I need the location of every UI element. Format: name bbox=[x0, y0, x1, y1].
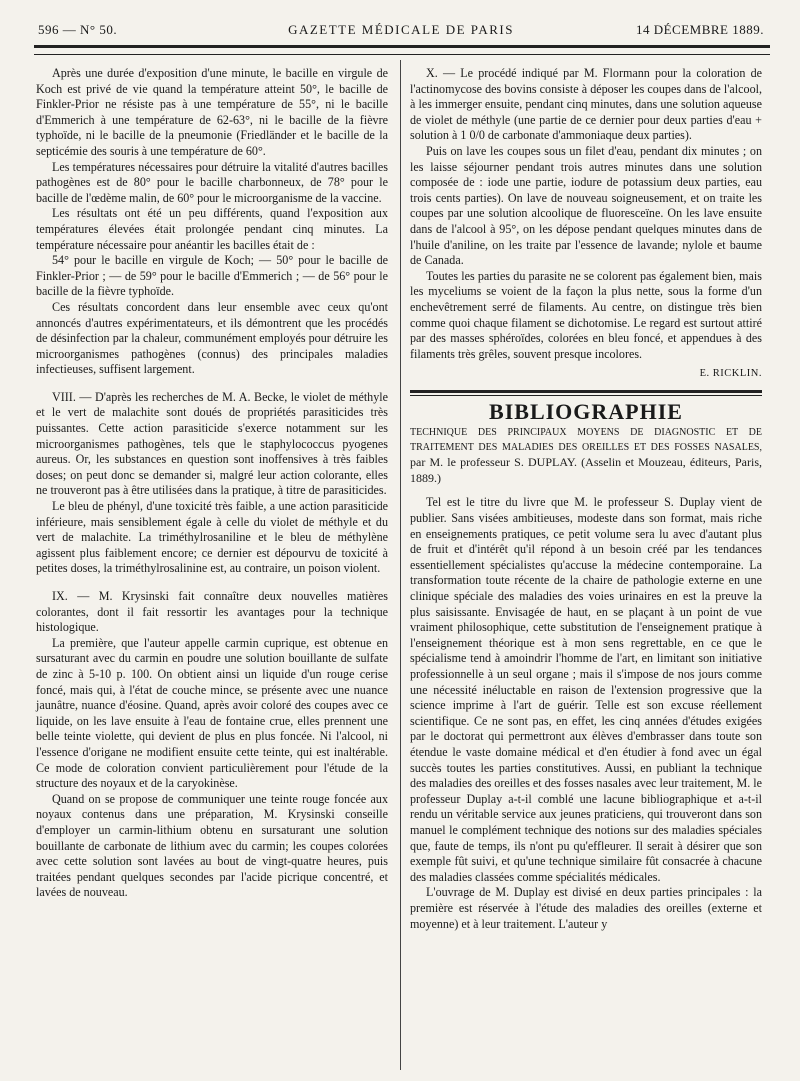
reference-details: par M. le professeur S. DUPLAY. (Asselin et Mouzeau, éditeurs, Paris, 1889.) bbox=[410, 455, 762, 486]
section-viii-paragraph: Le bleu de phényl, d'une toxicité très faible, a une action parasiticide inférieure, mais sensiblement égale à celle du violet de méthyle et du vert de malachite. La triméthylrosaniline et le bleu de méthylène agissent plus faiblement encore; ce dernier est dépourvu de toxicité à petites doses, la triméthylrosalinine est, au contraire, un poison violent. bbox=[36, 499, 388, 576]
paragraph: Ces résultats concordent dans leur ensemble avec ceux qu'ont annoncés d'autres expérimentateurs, et ils démontrent que les procédés de désinfection par la chaleur, communément employés pour détruire les microorganismes pathogènes (connus) des principales maladies infectieuses, suffisent largement. bbox=[36, 299, 388, 377]
paragraph: Les résultats ont été un peu différents, quand l'exposition aux températures élevées était prolongée pendant cinq minutes. La température nécessaire pour anéantir les bacilles était de : bbox=[36, 206, 388, 252]
paragraph: Après une durée d'exposition d'une minute, le bacille en virgule de Koch est privé de vie quand la température atteint 50°, le bacille de Finkler-Prior ne résiste pas à une température de 55°, ni le bacille d'Emmerich à une température de 62-63°, ni le bacille de la fièvre typhoïde, ni le bacille de la pneumonie (Friedländer et le bacille de la septicémie des souris à une température de 60°. bbox=[36, 66, 388, 158]
section-gap bbox=[410, 487, 762, 495]
author-signature: E. RICKLIN. bbox=[699, 368, 762, 380]
header-rule bbox=[34, 45, 770, 55]
bibliography-reference bbox=[410, 425, 762, 487]
section-x-paragraph: Puis on lave les coupes sous un filet d'eau, pendant dix minutes ; on les laisse séjourner pendant trois autres minutes dans une solution composée de : iode une partie, iodure de potassium deux parties, eau trois cents parties). On lave de nouveau soigneusement, et on traite les coupes par une solution alcoolique de fluoresceïne. On les lave ensuite dans de l'alcool à 95°, on les dépose pendant quelques minutes dans de l'huile d'aniline, on les traite par l'essence de lavande; nylole et baume de Canada. bbox=[410, 143, 762, 268]
bibliography-paragraph: L'ouvrage de M. Duplay est divisé en deux parties principales : la première est réservée à l'étude des maladies des oreilles (externe et moyenne) et à leur traitement. L'auteur y bbox=[410, 885, 762, 931]
section-ix-paragraph: Quand on se propose de communiquer une teinte rouge foncée aux noyaux contenus dans une préparation, M. Krysinski conseille d'employer un carmin-lithium obtenu en sursaturant une solution bouillante de carbonate de lithium avec du carmin; les coupes colorées avec cette solution sont lavées au bout de vingt-quatre heures, puis traitées pendant quelques secondes par l'acide picrique concentré, et lavées de nouveau. bbox=[36, 791, 388, 900]
section-rule bbox=[410, 390, 762, 396]
left-column bbox=[36, 66, 388, 901]
paragraph: Les températures nécessaires pour détruire la vitalité d'autres bacilles pathogènes est de 80° pour le bacille charbonneux, de 78° pour le bacille de l'œdème malin, de 60° pour le microorganisme de la vaccine. bbox=[36, 159, 388, 205]
bibliography-title: BIBLIOGRAPHIE bbox=[489, 398, 683, 424]
bibliography-paragraph: Tel est le titre du livre que M. le professeur S. Duplay vient de publier. Sans visées ambitieuses, modeste dans son format, mais riche en enseignements pratiques, ce petit volume sera lu avec d'autant plus de fruit et d'intérêt qu'il répond à un besoin créé par les tendances essentiellement spécialistes qu'accuse la médecine contemporaine. La transformation toute récente de la chaire de pathologie externe en une clinique spéciale des maladies des voies urinaires en est la preuve la plus saisissante. Envisagée de haut, en se plaçant à un point de vue vraiment philosophique, cette substitution de l'enseignement pratique à l'enseignement théorique est à mon sens regrettable, en ce que le spécialisme tend à amoindrir l'homme de l'art, en limitant son initiative professionnelle à un seul organe ; mais il s'impose de nos jours comme une nécessité inéluctable en raison de l'extension progressive que la science imprime à l'art de guérir. Telle est son excuse réellement scientifique. Ce ne sont pas, en effet, les cinq années d'études exigées par le doctorat qui permettront aux élèves d'embrasser dans toute son étendue le vaste domaine médical et d'en étudier à fond avec un égal succès toutes les parties constitutives. Aussi, en publiant la technique des maladies des oreilles et des fosses nasales avec leur traitement, M. le professeur Duplay a-t-il comblé une lacune bibliographique et a-t-il rendu un véritable service aux jeunes praticiens, qui trouveront dans son manuel le complément technique des notions sur des maladies spéciales que, faute de temps, ils n'ont pu qu'effleurer. Il serait à désirer que son exemple fût suivi, et qu'une technique similaire fût consacrée à chacune des maladies classées comme spécialités médicales. bbox=[410, 495, 762, 884]
section-x-paragraph: X. — Le procédé indiqué par M. Flormann pour la coloration de l'actinomycose des bovins consiste à déposer les coupes dans de l'alcool, à les immerger ensuite, pendant cinq minutes, dans une solution aqueuse de violet de méthyle (une partie de ce dernier pour deux parties d'eau + solution à 1 0/0 de carbonate d'ammoniaque deux parties). bbox=[410, 66, 762, 143]
section-x-paragraph: Toutes les parties du parasite ne se colorent pas également bien, mais les myceliums se voient de la façon la plus nette, sous la forme d'un enchevêtrement serré de filaments. Au centre, on distingue très bien comme quoi chaque filament se dichotomise. Le regard est surtout attiré par des masses sphéroïdes, colorées en bleu foncé, et appendues à des filaments très grêles, souvent presque incolores. bbox=[410, 268, 762, 361]
reference-title: TECHNIQUE DES PRINCIPAUX MOYENS DE DIAGNOSTIC ET DE TRAITEMENT DES MALADIES DES OREILLES ET DES FOSSES NASALES, bbox=[410, 427, 762, 454]
section-gap bbox=[36, 378, 388, 390]
paragraph: 54° pour le bacille en virgule de Koch; — 50° pour le bacille de Finkler-Prior ; — de 59° pour le bacille d'Emmerich ; — de 56° pour le bacille de la fièvre typhoïde. bbox=[36, 253, 388, 299]
issue-date: 14 DÉCEMBRE 1889. bbox=[635, 22, 764, 37]
column-divider bbox=[400, 60, 401, 1070]
section-ix-paragraph: IX. — M. Krysinski fait connaître deux nouvelles matières colorantes, dont il fait ressortir les avantages pour la technique histologique. bbox=[36, 589, 388, 635]
page-number: 596 — N° 50. bbox=[38, 22, 118, 37]
right-column bbox=[410, 66, 762, 932]
section-ix-paragraph: La première, que l'auteur appelle carmin cuprique, est obtenue en sursaturant avec du carmin en poudre une solution bouillante de sulfate de zinc à 5-10 p. 100. On obtient ainsi un liquide d'un rouge cerise foncé, mais qui, à l'état de couche mince, se présente avec une nuance jaunâtre, nuance d'éosine. Quand, après avoir coloré des coupes avec ce liquide, on les lave ensuite à l'eau de fontaine crue, elles prennent une belle teinte violette, qui devient de plus en plus foncée. Ni l'alcool, ni l'essence d'origane ne modifient ensuite cette teinte, qui est inaltérable. Ce mode de coloration convient particulièrement pour l'étude de la structure des noyaux et de la caryokinèse. bbox=[36, 635, 388, 791]
journal-title: GAZETTE MÉDICALE DE PARIS bbox=[288, 22, 514, 37]
page-header bbox=[38, 22, 764, 42]
section-gap bbox=[36, 577, 388, 589]
section-viii-paragraph: VIII. — D'après les recherches de M. A. Becke, le violet de méthyle et le vert de malachite sont doués de propriétés parasiticides très puissantes. Cette action parasiticide s'exerce notamment sur les microorganismes pathogènes, tels que le staphylococcus pyogenes aureus. Or, les substances en question sont inoffensives à très faibles doses; on peut donc se demander si, malgré leur action colorante, elles ne trouveront pas à être utilisées dans la pratique, à titre de parasiticides. bbox=[36, 389, 388, 498]
